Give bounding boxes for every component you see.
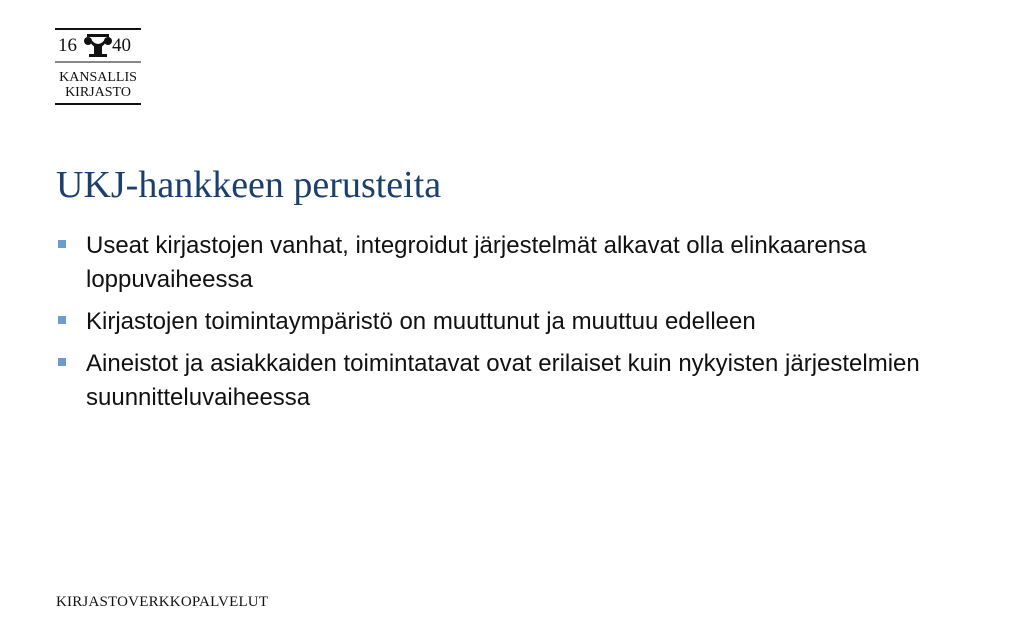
bullet-text: Aineistot ja asiakkaiden toimintatavat ovat erilaiset kuin nykyisten järjestelmien suunnitteluvaiheessa bbox=[86, 350, 920, 411]
bullet-item bbox=[56, 229, 956, 297]
square-bullet-icon bbox=[58, 358, 66, 366]
bullet-item bbox=[56, 347, 956, 415]
kansalliskirjasto-logo bbox=[54, 28, 142, 108]
bullet-list bbox=[56, 229, 956, 423]
square-bullet-icon bbox=[58, 240, 66, 248]
logo-year-right: 40 bbox=[112, 35, 131, 56]
bullet-text: Useat kirjastojen vanhat, integroidut järjestelmät alkavat olla elinkaarensa loppuvaiheessa bbox=[86, 232, 867, 293]
footer-label: KIRJASTOVERKKOPALVELUT bbox=[56, 594, 269, 610]
square-bullet-icon bbox=[58, 316, 66, 324]
column-capital-icon bbox=[84, 34, 112, 57]
logo-line-2: KIRJASTO bbox=[65, 85, 131, 100]
logo-line-1: KANSALLIS bbox=[59, 70, 137, 85]
slide-title: UKJ-hankkeen perusteita bbox=[56, 164, 442, 206]
bullet-text: Kirjastojen toimintaympäristö on muuttunut ja muuttuu edelleen bbox=[86, 308, 756, 335]
bullet-item bbox=[56, 305, 956, 339]
logo-year-left: 16 bbox=[58, 35, 77, 56]
